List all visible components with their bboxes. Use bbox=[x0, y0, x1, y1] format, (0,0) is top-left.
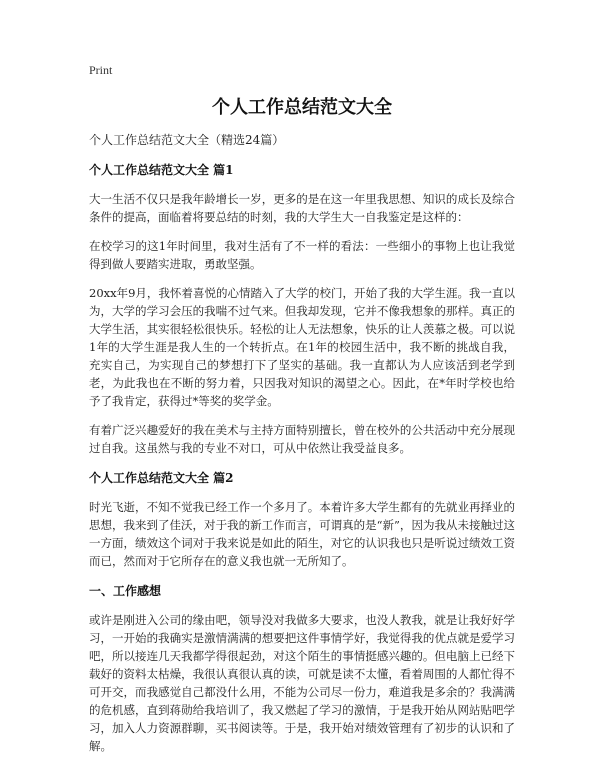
section-heading-2: 个人工作总结范文大全 篇2 bbox=[89, 471, 234, 485]
paragraph: 大一生活不仅只是我年龄增长一岁，更多的是在这一年里我思想、知识的成长及综合条件的提高，面临着将要总结的时刻，我的大学生大一自我鉴定是这样的： bbox=[89, 192, 515, 224]
paragraph: 或许是刚进入公司的缘由吧，领导没对我做多大要求，也没人教我，就是让我好好学习，一开始的我确实是激情满满的想要把这件事情学好，我觉得我的优点就是爱学习吧，所以接连几天我都学得很起劲，对这个陌生的事情挺感兴趣的。但电脑上已经下载好的资料太枯燥，我很认真很认真的读，可就是读不太懂，看着周围的人都忙得不可开交，而我感觉自己都没什么用，不能为公司尽一份力，难道我是多余的？我满满的危机感，直到蒋勋给我培训了，我又燃起了学习的激情，于是我开始从网站贴吧学习，加入人力资源群聊，买书阅读等。于是，我开始对绩效管理有了初步的认识和了解。 bbox=[89, 613, 515, 753]
paragraph: 时光飞逝，不知不觉我已经工作一个多月了。本着许多大学生都有的先就业再择业的思想，我来到了佳沃，对于我的新工作而言，可谓真的是“新”，因为我从未接触过这一方面，绩效这个词对于我来说是如此的陌生，对它的认识我也只是听说过绩效工资而已，然而对于它所存在的意义我也就一无所知了。 bbox=[89, 500, 515, 568]
paragraph: 有着广泛兴趣爱好的我在美术与主持方面特别擅长，曾在校外的公共活动中充分展现过自我。这虽然与我的专业不对口，可从中依然让我受益良多。 bbox=[89, 423, 515, 455]
document-page bbox=[89, 62, 515, 755]
section-heading-1: 个人工作总结范文大全 篇1 bbox=[89, 163, 234, 177]
paragraph: 在校学习的这1年时间里，我对生活有了不一样的看法：一些细小的事物上也让我觉得到做人要踏实进取，勇敢坚强。 bbox=[89, 239, 515, 271]
paragraph: 20xx年9月，我怀着喜悦的心情踏入了大学的校门，开始了我的大学生涯。我一直以为，大学的学习会压的我喘不过气来。但我却发现，它并不像我想象的那样。真正的大学生活，其实很轻松很快乐。轻松的让人无法想象，快乐的让人羡慕之极。可以说1年的大学生涯是我人生的一个转折点。在1年的校园生活中，我不断的挑战自我，充实自己，为实现自己的梦想打下了坚实的基础。我一直都认为人应该活到老学到老，为此我也在不断的努力着，只因我对知识的渴望之心。因此，在*年时学校也给予了我肯定，获得过*等奖的奖学金。 bbox=[89, 286, 515, 408]
print-link[interactable]: Print bbox=[89, 63, 113, 77]
document-subtitle: 个人工作总结范文大全（精选24篇） bbox=[89, 133, 285, 147]
document-title: 个人工作总结范文大全 bbox=[212, 97, 392, 118]
section-heading-3: 一、工作感想 bbox=[89, 584, 162, 598]
